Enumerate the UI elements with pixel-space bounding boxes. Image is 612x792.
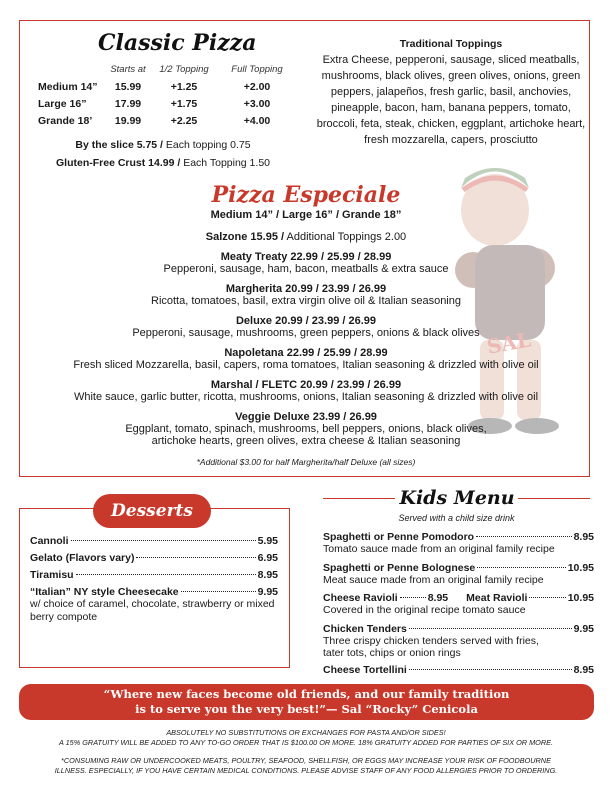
item-deluxe: Deluxe 20.99 / 23.99 / 26.99 xyxy=(235,315,377,327)
list-item xyxy=(30,569,278,581)
start-price: 15.99 xyxy=(114,81,142,93)
desserts-title: Desserts xyxy=(93,494,211,528)
list-item xyxy=(323,623,594,635)
item-description: Pepperoni, sausage, mushrooms, green peppers, onions & black olives xyxy=(132,327,480,339)
item-description: Pepperoni, sausage, ham, bacon, meatballs & extra sauce xyxy=(163,263,449,275)
kids-item-desc: Covered in the original recipe tomato sauce xyxy=(323,604,526,616)
item-description: Fresh sliced Mozzarella, basil, capers, roma tomatoes, Italian seasoning & drizzled with olive oil xyxy=(73,359,539,371)
item-margherita: Margherita 20.99 / 23.99 / 26.99 xyxy=(225,283,387,295)
quote-line-1: “Where new faces become old friends, and our family tradition xyxy=(103,687,510,701)
kids-item-price: 10.95 xyxy=(567,562,594,574)
half-price: +1.25 xyxy=(170,81,198,93)
dessert-name: Cannoli xyxy=(30,535,69,547)
slice-label: By the slice 5.75 / xyxy=(75,139,163,151)
header-full-topping: Full Topping xyxy=(231,64,283,75)
kids-item-name-2: Meat Ravioli xyxy=(466,592,528,604)
size-label: Medium 14” xyxy=(38,81,98,93)
salzone-topping: Additional Toppings 2.00 xyxy=(284,231,407,243)
list-item xyxy=(323,531,594,543)
dessert-price: 9.95 xyxy=(257,586,278,598)
list-item xyxy=(323,664,594,676)
item-veggie-deluxe: Veggie Deluxe 23.99 / 26.99 xyxy=(235,411,377,423)
quote-line-2: is to serve you the very best!”— Sal “Rocky” Cenicola xyxy=(135,702,478,716)
kids-item-name: Spaghetti or Penne Pomodoro xyxy=(323,531,475,543)
table-header xyxy=(34,64,294,76)
kids-item-name: Cheese Ravioli xyxy=(323,592,398,604)
slice-topping: Each topping 0.75 xyxy=(162,139,251,151)
table-row xyxy=(34,81,294,95)
list-item xyxy=(323,592,594,604)
size-label: Large 16” xyxy=(38,98,87,110)
toppings-list: Extra Cheese, pepperoni, sausage, sliced meatballs, mushrooms, black olives, green olives, onions, green peppers, jalapeños, fresh garlic, basil, anchovies, pineapple, bacon, ham, banana peppers, tomato, broccoli, feta, steak, chicken, eggplant, artichoke heart, fresh mozzarella, capers, prosciutto xyxy=(316,54,586,146)
kids-rule-right xyxy=(518,498,590,499)
table-row xyxy=(34,115,294,129)
item-napoletana: Napoletana 22.99 / 25.99 / 28.99 xyxy=(224,347,388,359)
family-quote-banner xyxy=(19,684,594,720)
fine-print-consumption-1: *CONSUMING RAW OR UNDERCOOKED MEATS, POULTRY, SEAFOOD, SHELLFISH, OR EGGS MAY INCREASE YOUR RISK OF FOODBOURNE xyxy=(61,756,551,765)
gluten-free-crust xyxy=(28,157,298,169)
header-half-topping: 1/2 Topping xyxy=(159,64,209,75)
item-meaty-treaty: Meaty Treaty 22.99 / 25.99 / 28.99 xyxy=(220,251,392,263)
pizza-especiale-title: Pizza Especiale xyxy=(211,182,401,208)
especiale-sizes: Medium 14” / Large 16” / Grande 18” xyxy=(210,209,402,221)
half-price: +1.75 xyxy=(170,98,198,110)
fine-print-gratuity: A 15% GRATUITY WILL BE ADDED TO ANY TO-GO ORDER THAT IS $100.00 OR MORE. 18% GRATUITY ADDED FOR PARTIES OF SIX OR MORE. xyxy=(59,738,553,747)
classic-pizza-title: Classic Pizza xyxy=(98,30,257,56)
kids-menu-title: Kids Menu xyxy=(399,487,515,509)
traditional-toppings xyxy=(312,36,590,148)
kids-item-price-2: 10.95 xyxy=(567,592,594,604)
salzone-label: Salzone 15.95 / xyxy=(205,231,285,243)
dessert-price: 6.95 xyxy=(257,552,278,564)
kids-item-desc-cont: tater tots, chips or onion rings xyxy=(323,647,461,659)
kids-item-desc: Meat sauce made from an original family recipe xyxy=(323,574,544,586)
item-description: White sauce, garlic butter, ricotta, mushrooms, onions, Italian seasoning & drizzled with olive oil xyxy=(73,391,539,403)
toppings-title: Traditional Toppings xyxy=(399,38,503,50)
half-half-note: *Additional $3.00 for half Margherita/half Deluxe (all sizes) xyxy=(196,457,416,467)
kids-item-name: Cheese Tortellini xyxy=(323,664,407,676)
list-item xyxy=(323,562,594,574)
start-price: 17.99 xyxy=(114,98,142,110)
by-the-slice xyxy=(28,139,298,151)
fine-print-substitutions: ABSOLUTELY NO SUBSTITUTIONS OR EXCHANGES FOR PASTA AND/OR SIDES! xyxy=(166,728,446,737)
kids-item-price: 9.95 xyxy=(573,623,594,635)
kids-item-desc: Three crispy chicken tenders served with fries, xyxy=(323,635,539,647)
dessert-name: Gelato (Flavors vary) xyxy=(30,552,135,564)
item-description: Ricotta, tomatoes, basil, extra virgin olive oil & Italian seasoning xyxy=(151,295,461,307)
item-description-cont: artichoke hearts, green olives, extra cheese & Italian seasoning xyxy=(151,435,461,447)
kids-item-price: 8.95 xyxy=(573,531,594,543)
full-price: +2.00 xyxy=(243,81,271,93)
list-item xyxy=(30,552,278,564)
header-starts-at: Starts at xyxy=(110,64,146,75)
item-marshal-fletc: Marshal / FLETC 20.99 / 23.99 / 26.99 xyxy=(210,379,402,391)
salzone xyxy=(25,231,587,243)
start-price: 19.99 xyxy=(114,115,142,127)
kids-item-price: 8.95 xyxy=(427,592,449,604)
item-description: Eggplant, tomato, spinach, mushrooms, bell peppers, onions, black olives, xyxy=(125,423,487,435)
gluten-label: Gluten-Free Crust 14.99 / xyxy=(55,157,181,169)
kids-item-name: Chicken Tenders xyxy=(323,623,407,635)
full-price: +3.00 xyxy=(243,98,271,110)
dessert-price: 5.95 xyxy=(257,535,278,547)
table-row xyxy=(34,98,294,112)
list-item xyxy=(30,586,278,598)
kids-subtitle: Served with a child size drink xyxy=(398,513,515,523)
half-price: +2.25 xyxy=(170,115,198,127)
list-item xyxy=(30,535,278,547)
fine-print-consumption-2: ILLNESS. ESPECIALLY, IF YOU HAVE CERTAIN MEDICAL CONDITIONS. PLEASE ADVISE STAFF OF ANY FOOD ALLERGIES PRIOR TO ORDERING. xyxy=(54,766,558,775)
dessert-price: 8.95 xyxy=(257,569,278,581)
kids-rule-left xyxy=(323,498,395,499)
dessert-name: Tiramisu xyxy=(30,569,74,581)
size-label: Grande 18’ xyxy=(38,115,93,127)
kids-item-price: 8.95 xyxy=(573,664,594,676)
gluten-topping: Each Topping 1.50 xyxy=(180,157,270,169)
sal-badge-text: SAL xyxy=(485,327,533,359)
kids-item-name: Spaghetti or Penne Bolognese xyxy=(323,562,476,574)
dessert-name: “Italian” NY style Cheesecake xyxy=(30,586,179,598)
cheesecake-note: w/ choice of caramel, chocolate, strawberry or mixed berry compote xyxy=(30,598,275,623)
kids-item-desc: Tomato sauce made from an original family recipe xyxy=(323,543,555,555)
full-price: +4.00 xyxy=(243,115,271,127)
